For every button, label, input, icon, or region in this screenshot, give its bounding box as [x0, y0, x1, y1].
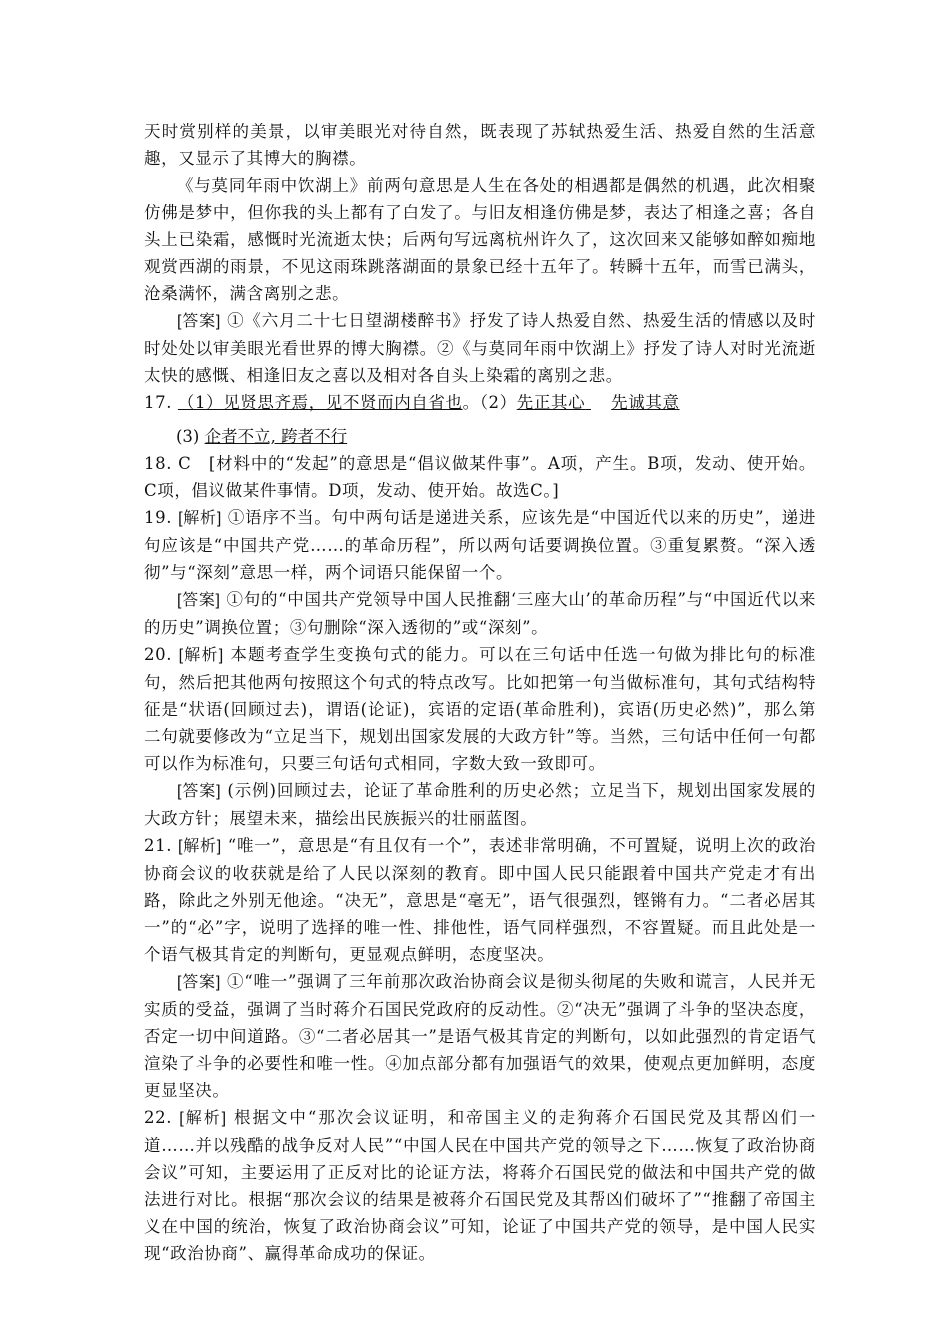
intro-text-2: 《与莫同年雨中饮湖上》前两句意思是人生在各处的相遇都是偶然的机遇，此次相聚仿佛是梦中，但你我的头上都有了白发了。与旧友相逢仿佛是梦，表达了相逢之喜；各自头上已染霜，感慨时光流逝太快；后两句写远离杭州许久了，这次回来又能够如醉如痴地观赏西湖的雨景，不见这雨珠跳落湖面的景象已经十五年了。转瞬十五年，而雪已满头，沧桑满怀，满含离别之悲。 [144, 176, 816, 303]
document-page [144, 118, 816, 1267]
analysis-label: [解析] [178, 510, 222, 527]
analysis-label: [解析] [178, 647, 224, 664]
q17-underline-gap [585, 389, 611, 416]
intro-paragraph-2 [144, 172, 816, 307]
question-number: 19. [144, 508, 173, 527]
intro-answer [144, 307, 816, 389]
question-22-analysis [144, 1104, 816, 1267]
answer-label: [答案] [177, 783, 222, 800]
question-17 [144, 389, 816, 416]
question-number: 18. [144, 454, 173, 473]
q19-analysis: ①语序不当。句中两句话是递进关系，应该先是“中国近代以来的历史”，递进句应该是“中国共产党……的革命历程”，所以两句话要调换位置。③重复累赘。“深入透彻”与“深刻”意思一样，两个词语只能保留一个。 [144, 508, 816, 582]
question-19-analysis [144, 504, 816, 586]
q19-answer: ①句的“中国共产党领导中国人民推翻‘三座大山’的革命历程”与“中国近代以来的历史”调换位置；③句删除“深入透彻的”或“深刻”。 [144, 590, 817, 637]
question-20-answer [144, 777, 816, 832]
q17-separator: 。（2） [462, 393, 517, 412]
question-20-analysis [144, 641, 816, 777]
q17-answer-3-prefix: (3) [176, 427, 200, 446]
question-21-analysis [144, 832, 816, 968]
q17-answer-1: （1）见贤思齐焉，见不贤而内自省也 [177, 393, 463, 412]
q20-answer: (示例)回顾过去，论证了革命胜利的历史必然；立足当下，规划出国家发展的大政方针；展望未来，描绘出民族振兴的壮丽蓝图。 [144, 781, 816, 828]
question-21-answer [144, 968, 816, 1104]
q18-text: C [材料中的“发起”的意思是“倡议做某件事”。A项，产生。B项，发动、使开始。C项，倡议做某件事情。D项，发动、使开始。故选C。] [144, 454, 816, 500]
analysis-label: [解析] [179, 1110, 227, 1127]
question-number: 21. [144, 836, 173, 855]
answer-label: [答案] [177, 313, 221, 330]
question-19-answer [144, 586, 816, 641]
analysis-label: [解析] [178, 838, 222, 855]
q21-analysis: “唯一”，意思是“有且仅有一个”，表述非常明确，不可置疑，说明上次的政治协商会议的收获就是给了人民以深刻的教育。即中国人民只能跟着中国共产党走才有出路，除此之外别无他途。“决无”，意思是“毫无”，语气很强烈，铿锵有力。“二者必居其一”的“必”字，说明了选择的唯一性、排他性，语气同样强烈，不容置疑。而且此处是一个语气极其肯定的判断句，更显观点鲜明，态度坚决。 [144, 836, 817, 964]
intro-text-1: 天时赏别样的美景，以审美眼光对待自然，既表现了苏轼热爱生活、热爱自然的生活意趣，又显示了其博大的胸襟。 [144, 122, 816, 168]
q17-answer-3: 企者不立, 跨者不行 [204, 427, 348, 446]
q21-answer: ①“唯一”强调了三年前那次政治协商会议是彻头彻尾的失败和谎言，人民并无实质的受益，强调了当时蒋介石国民党政府的反动性。②“决无”强调了斗争的坚决态度，否定一切中间道路。③“二者必居其一”是语气极其肯定的判断句，以如此强烈的肯定语气渲染了斗争的必要性和唯一性。④加点部分都有加强语气的效果，使观点更加鲜明，态度更显坚决。 [144, 972, 816, 1100]
q20-analysis: 本题考查学生变换句式的能力。可以在三句话中任选一句做为排比句的标准句，然后把其他两句按照这个句式的特点改写。比如把第一句当做标准句，其句式结构特征是“状语(回顾过去)，谓语(论证)，宾语的定语(革命胜利)，宾语(历史必然)”，那么第二句就要修改为“立足当下，规划出国家发展的大政方针”等。当然，三句话中任何一句都可以作为标准句，只要三句话句式相同，字数大致一致即可。 [144, 645, 816, 773]
q22-analysis: 根据文中“那次会议证明，和帝国主义的走狗蒋介石国民党及其帮凶们一道……并以残酷的战争反对人民”“中国人民在中国共产党的领导之下……恢复了政治协商会议”可知，主要运用了正反对比的论证方法，将蒋介石国民党的做法和中国共产党的做法进行对比。根据“那次会议的结果是被蒋介石国民党及其帮凶们破坏了”“推翻了帝国主义在中国的统治，恢复了政治协商会议”可知，论证了中国共产党的领导，是中国人民实现“政治协商”、赢得革命成功的保证。 [144, 1108, 816, 1263]
question-number: 22. [144, 1108, 173, 1127]
question-number: 20. [144, 645, 173, 664]
answer-label: [答案] [177, 592, 221, 609]
answer-label: [答案] [177, 974, 221, 991]
answer-text: ①《六月二十七日望湖楼醉书》抒发了诗人热爱自然、热爱生活的情感以及时时处处以审美眼光看世界的博大胸襟。②《与莫同年雨中饮湖上》抒发了诗人对时光流逝太快的感慨、相逢旧友之喜以及相对各自头上染霜的离别之悲。 [144, 311, 816, 385]
intro-paragraph-1 [144, 118, 816, 172]
q17-answer-2b: 先诚其意 [611, 393, 680, 412]
q17-answer-2a: 先正其心 [516, 393, 586, 412]
question-18 [144, 450, 816, 504]
question-number: 17. [144, 393, 173, 412]
question-17-line-3 [144, 423, 816, 450]
